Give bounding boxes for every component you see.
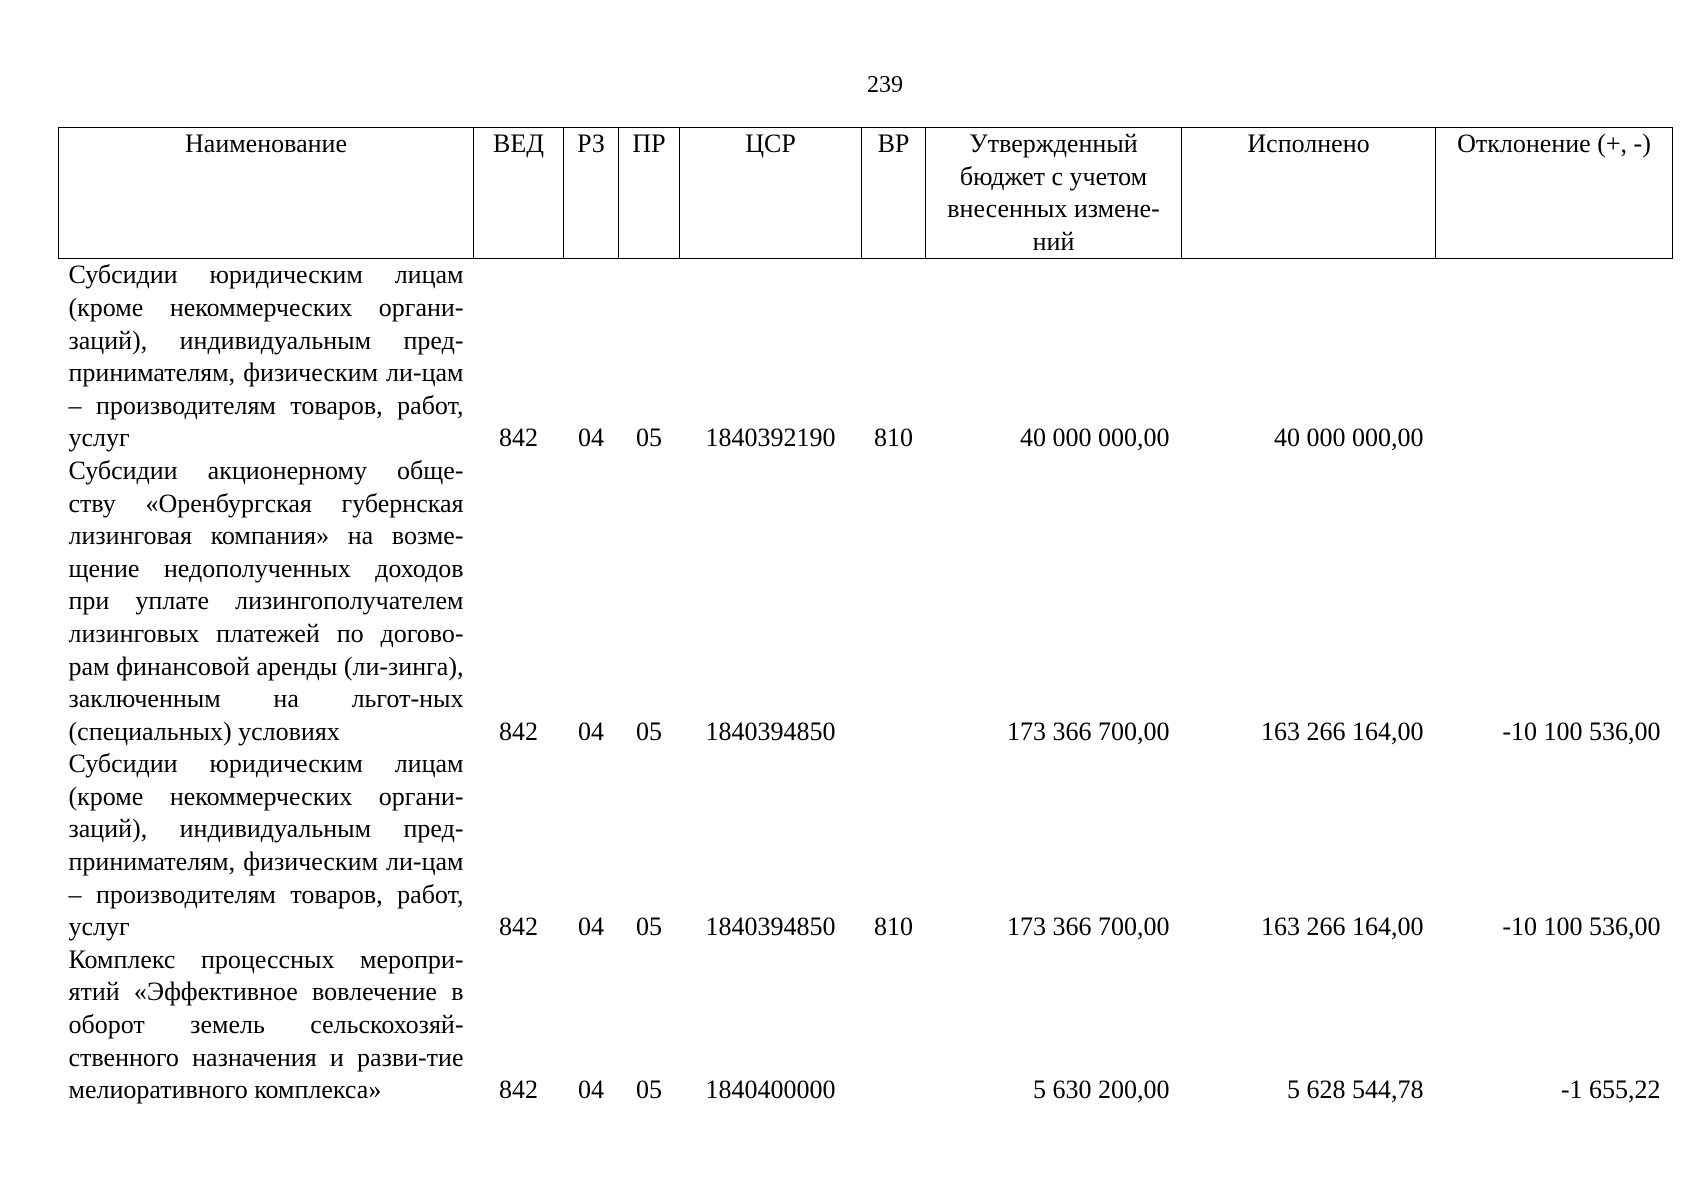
row-executed: 5 628 544,78 — [1287, 1075, 1424, 1105]
row-ved: 842 — [499, 716, 538, 746]
row-executed: 163 266 164,00 — [1261, 912, 1424, 942]
row-pr: 05 — [636, 1075, 662, 1105]
row-name: Субсидии юридическим лицам (кроме некоммерческих органи-заций), индивидуальным пред-принимателям, физическим ли-цам – производителям товаров, работ, услуг — [68, 260, 464, 453]
row-executed: 163 266 164,00 — [1261, 716, 1424, 746]
row-ved: 842 — [499, 912, 538, 942]
header-deviation: Отклонение (+, -) — [1436, 128, 1673, 259]
row-executed: 40 000 000,00 — [1274, 423, 1424, 453]
row-csr: 1840400000 — [705, 1075, 836, 1105]
row-deviation: -10 100 536,00 — [1502, 716, 1661, 746]
header-name: Наименование — [59, 128, 474, 259]
row-deviation — [1436, 259, 1673, 455]
row-approved: 40 000 000,00 — [1020, 423, 1170, 453]
header-ved: ВЕД — [474, 128, 564, 259]
row-vr — [862, 944, 926, 1107]
header-pr: ПР — [619, 128, 680, 259]
table-header — [59, 128, 1673, 259]
header-row — [59, 128, 1673, 259]
row-ved: 842 — [499, 423, 538, 453]
table-row — [59, 259, 1673, 455]
row-rz: 04 — [578, 423, 604, 453]
row-pr: 05 — [636, 716, 662, 746]
row-vr: 810 — [874, 423, 913, 453]
row-name: Комплекс процессных меропри-ятий «Эффективное вовлечение в оборот земель сельскохозяй-ственного назначения и разви-тие мелиоративного комплекса» — [68, 944, 464, 1105]
row-approved: 173 366 700,00 — [1007, 912, 1170, 942]
budget-execution-table — [58, 127, 1673, 1107]
row-name: Субсидии акционерному обще-ству «Оренбургская губернская лизинговая компания» на возме-щение недополученных доходов при уплате лизингополучателем лизинговых платежей по догово-рам финансовой аренды (ли-зинга), заключенным на льгот-ных (специальных) условиях — [68, 455, 464, 746]
row-ved: 842 — [499, 1075, 538, 1105]
row-rz: 04 — [578, 912, 604, 942]
table-body — [59, 259, 1673, 1107]
row-pr: 05 — [636, 912, 662, 942]
row-approved: 5 630 200,00 — [1033, 1075, 1170, 1105]
table-row — [59, 748, 1673, 944]
header-executed: Исполнено — [1182, 128, 1436, 259]
row-name: Субсидии юридическим лицам (кроме некоммерческих органи-заций), индивидуальным пред-принимателям, физическим ли-цам – производителям товаров, работ, услуг — [68, 749, 464, 942]
row-csr: 1840394850 — [705, 912, 836, 942]
page-number: 239 — [867, 72, 903, 98]
row-vr: 810 — [874, 912, 913, 942]
row-deviation: -1 655,22 — [1560, 1075, 1661, 1105]
row-vr — [862, 455, 926, 748]
row-csr: 1840394850 — [705, 716, 836, 746]
row-approved: 173 366 700,00 — [1007, 716, 1170, 746]
header-vr: ВР — [862, 128, 926, 259]
row-deviation: -10 100 536,00 — [1502, 912, 1661, 942]
row-pr: 05 — [636, 423, 662, 453]
header-approved: Утвержденный бюджет с учетом внесенных измене-ний — [926, 128, 1182, 259]
row-rz: 04 — [578, 716, 604, 746]
header-rz: РЗ — [564, 128, 619, 259]
table-row — [59, 455, 1673, 748]
header-csr: ЦСР — [680, 128, 862, 259]
row-csr: 1840392190 — [705, 423, 836, 453]
table-row — [59, 944, 1673, 1107]
row-rz: 04 — [578, 1075, 604, 1105]
